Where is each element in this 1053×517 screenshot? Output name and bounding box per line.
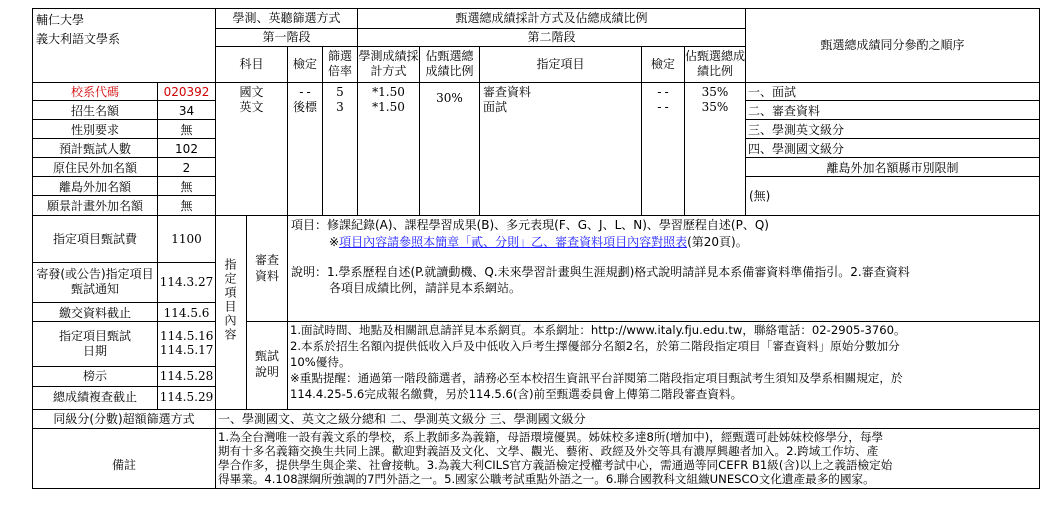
interview-line: 2.本系於招生名額內提供低收入戶及中低收入戶考生擇優部分名額2名，於第二階段指定項目「審查資料」原始分數加分 [290,339,900,353]
basic-label-code: 校系代碼 [70,85,119,99]
stage2-percent: 35% [701,85,729,99]
interview-line: 1.面試時間、地點及相關訊息請詳見本系網頁。本系網址：http://www.italy.fju.edu.tw，聯絡電話：02-2905-3760。 [290,323,906,337]
review-note [329,236,748,248]
stage2-percent: 35% [701,100,729,114]
notice-value: 114.3.27 [159,275,214,289]
review-note-link[interactable]: 項目內容請參照本簡章「貳、分則」乙、審查資料項目內容對照表 [339,235,688,249]
stage2-check: -- [655,85,671,99]
notice-label: 寄發(或公告)指定項目甄試通知 [36,267,154,296]
remarks-line: 學合作多，提供學生與企業、社會接軌。3.為義大利CILS官方義語檢定授權考試中心，需通過等同CEFR B1級(含)以上之義語檢定始 [218,458,893,472]
remarks-line: 期有十多名義籍交換生共同上課。歡迎對義語及文化、文學、觀光、藝術、政經及外交等具有濃厚興趣者加入。2.跨域工作坊、產 [218,444,879,458]
header-subject: 科目 [239,57,264,71]
tie-screen-value: 一、學測國文、英文之級分總和 二、學測英文級分 三、學測國文級分 [218,412,586,426]
fee-label: 指定項目甄試費 [52,232,137,246]
basic-label-gender: 性別要求 [70,123,119,137]
interview-line: 10%優待。 [290,355,351,369]
basic-label-vision: 願景計畫外加名額 [46,199,143,213]
fee-value: 1100 [171,232,202,246]
basic-label-indigenous: 原住民外加名額 [52,161,137,175]
header-check-2: 檢定 [650,57,675,71]
header-specified-item: 指定項目 [536,57,585,71]
header-selection-method: 甄選總成績採計方式及佔總成績比例 [455,11,648,25]
basic-value-island: 無 [180,180,193,194]
stage2-check: -- [655,100,671,114]
tie-screen-label: 同級分(分數)超額篩選方式 [53,412,195,426]
tie-breaker-item: 三、學測英文級分 [748,123,845,137]
note-mark: ※ [329,235,340,249]
header-tie-order: 甄選總成績同分參酌之順序 [820,38,965,52]
header-stage1: 第一階段 [262,30,311,44]
basic-value-indigenous: 2 [182,161,191,175]
submit-deadline-label: 繳交資料截止 [58,306,131,320]
island-limit-title: 離島外加名額縣市別限制 [826,161,959,175]
results-label: 榜示 [82,369,107,383]
review-items-text: 項目：修課紀錄(A)、課程學習成果(B)、多元表現(F、G、J、L、N)、學習歷程自述(P、Q) [291,218,769,232]
results-value: 114.5.28 [159,369,214,383]
submit-deadline-value: 114.5.6 [163,306,210,320]
basic-value-quota: 34 [178,104,195,118]
stage1-multiplier: 3 [336,100,344,114]
tie-breaker-item: 二、審查資料 [748,104,821,118]
stage1-subject: 國文 [239,85,264,99]
review-deadline-value: 114.5.29 [159,390,214,404]
basic-label-island: 離島外加名額 [58,180,131,194]
stage1-method: *1.50 [372,100,405,114]
department-name: 義大利語文學系 [36,32,121,46]
stage1-percent: 30% [436,91,463,105]
header-stage2: 第二階段 [527,30,576,44]
header-stage-exam: 學測、英聽篩選方式 [232,11,341,25]
basic-value-code: 020392 [163,85,210,99]
island-limit-value: (無) [749,189,771,203]
exam-date-label: 指定項目甄試日期 [58,329,131,358]
review-label: 審查資料 [254,253,279,283]
remarks-label: 備註 [111,458,136,472]
stage1-check: -- [297,85,313,99]
header-check: 檢定 [292,57,317,71]
stage2-item: 審查資料 [483,85,532,99]
stage1-check: 後標 [292,100,317,114]
note-suffix: (第20頁)。 [687,235,748,249]
basic-value-expected: 102 [175,142,198,156]
interview-label: 甄試說明 [254,349,279,379]
stage1-multiplier: 5 [336,85,344,99]
header-exam-method: 學測成績採計方式 [358,49,419,78]
interview-line: 114.4.25-5.6完成報名繳費，另於114.5.6(含)前至甄選委員會上傳第二階段審查資料。 [290,387,743,401]
header-screen-multiplier: 篩選倍率 [327,49,352,78]
exam-date-value: 114.5.16 114.5.17 [160,329,214,357]
review-deadline-label: 總成績複查截止 [52,390,137,404]
stage1-method: *1.50 [372,85,405,99]
basic-label-expected: 預計甄試人數 [58,142,131,156]
remarks-line: 1.為全台灣唯一設有義文系的學校，系上教師多為義籍，母語環境優異。姊妹校多達8所(增加中)，經甄選可赴姊妹校修學分，每學 [218,430,884,444]
interview-line: ※重點提醒：通過第一階段篩選者，請務必至本校招生資訊平台詳閱第二階段指定項目甄試考生須知及學系相關規定，於 [290,371,903,385]
review-explain-line2: 各項目成績比例，請詳見本系網站。 [329,281,522,295]
basic-value-gender: 無 [180,123,193,137]
header-percent-total-2: 佔甄選總成績比例 [685,49,746,78]
tie-breaker-item: 一、面試 [748,85,797,99]
tie-breaker-item: 四、學測國文級分 [748,142,845,156]
review-explain-line1: 說明：1.學系歷程自述(P.就讀動機、Q.未來學習計畫與生涯規劃)格式說明請詳見本系備審資料準備指引。2.審查資料 [291,265,910,279]
school-name: 輔仁大學 [36,13,85,27]
content-vertical-label: 指定項目內容 [223,258,237,342]
header-percent-total: 佔甄選總成績比例 [425,49,474,78]
remarks-line: 得畢業。4.108課綱所強調的7門外語之一。5.國家公職考試重點外語之一。6.聯合國教科文組織UNESCO文化遺產最多的國家。 [218,472,875,486]
stage2-item: 面試 [483,100,508,114]
basic-value-vision: 無 [180,199,193,213]
basic-label-quota: 招生名額 [70,104,119,118]
stage1-subject: 英文 [239,100,264,114]
